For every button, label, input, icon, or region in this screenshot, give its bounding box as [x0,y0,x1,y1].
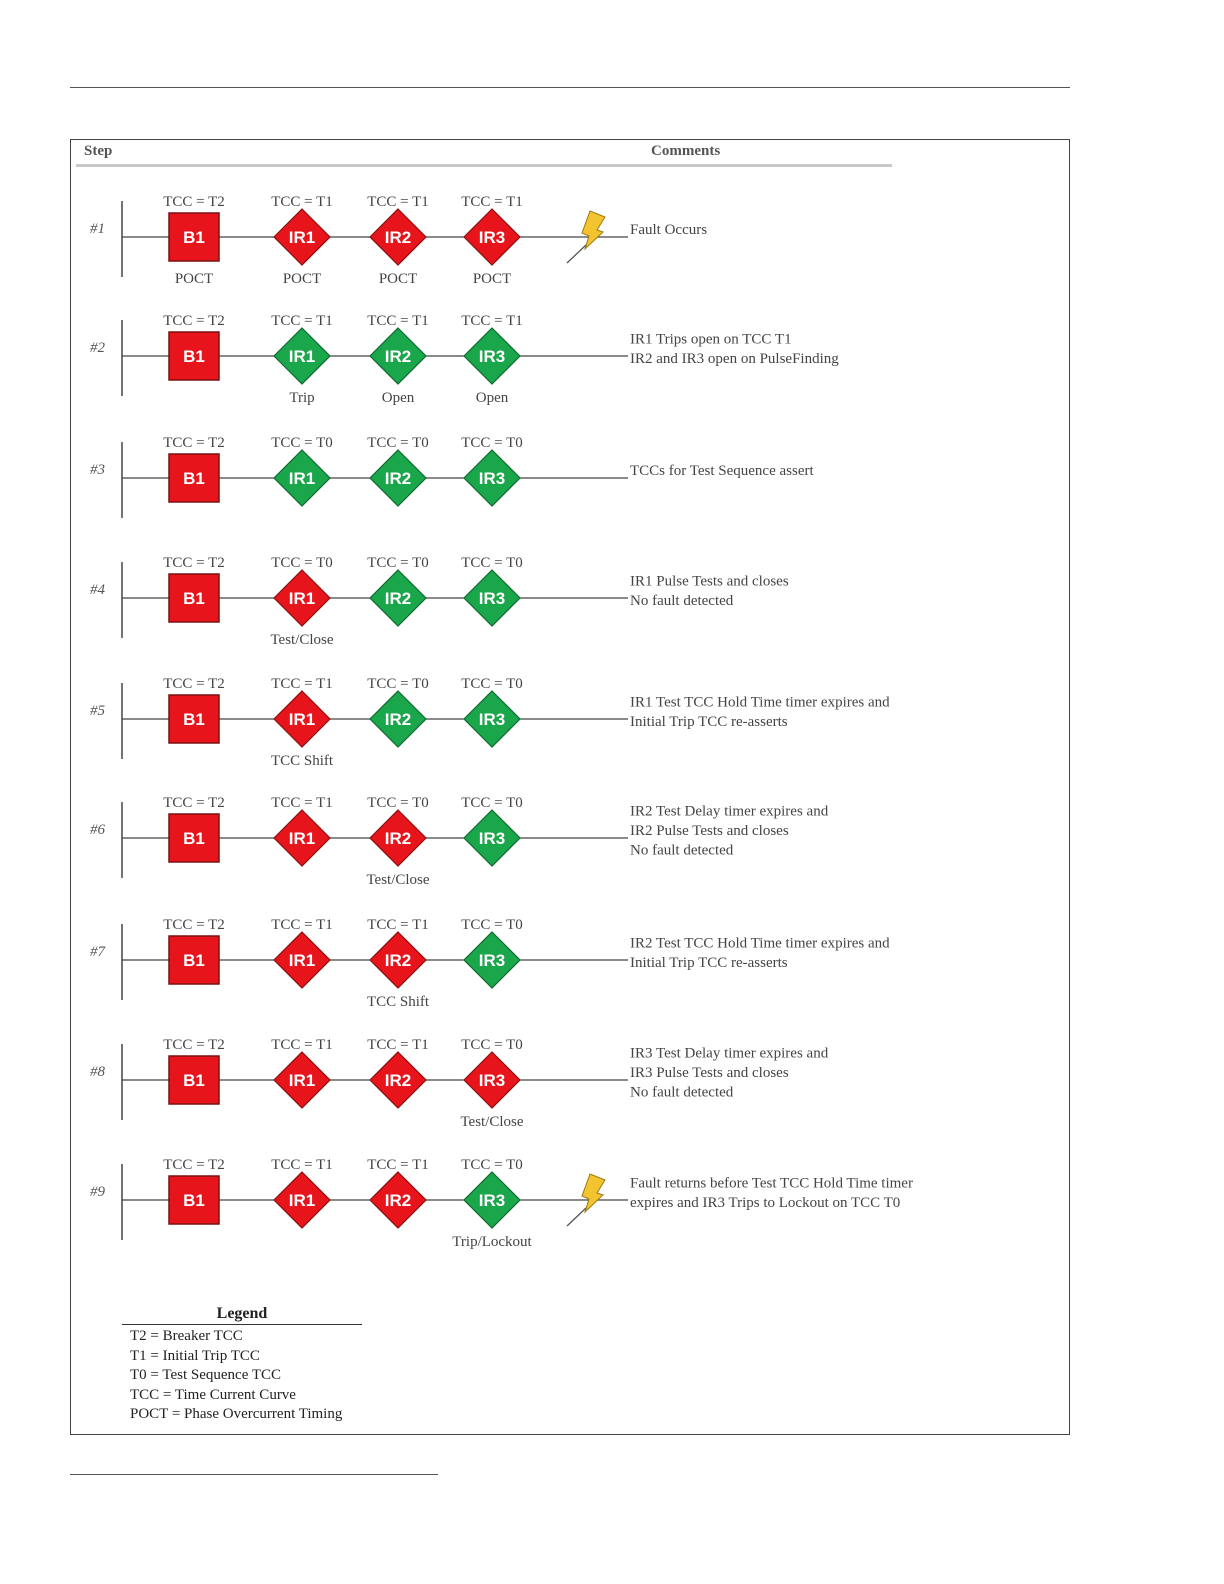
comment-text: expires and IR3 Trips to Lockout on TCC T0 [630,1194,901,1211]
legend-item: POCT = Phase Overcurrent Timing [130,1406,343,1422]
device-label: IR2 [384,1071,412,1090]
device-label: IR1 [288,589,316,608]
fault-lightning-icon [582,211,605,249]
tcc-label: TCC = T1 [367,917,429,933]
comment-text: IR3 Test Delay timer expires and [630,1045,829,1062]
device-label: IR3 [478,347,506,366]
step-number: #6 [90,822,105,838]
tcc-label: TCC = T0 [461,917,523,933]
device-label: IR2 [384,469,412,488]
comment-text: IR2 Test Delay timer expires and [630,803,829,820]
tcc-label: TCC = T1 [367,194,429,210]
device-label: IR1 [288,347,316,366]
device-label: B1 [183,347,205,366]
comment-text: IR2 Pulse Tests and closes [630,823,789,839]
tcc-label: TCC = T0 [367,435,429,451]
tcc-label: TCC = T2 [163,1157,225,1173]
device-label: IR3 [478,951,506,970]
step-header: Step [84,143,113,159]
step-number: #4 [90,582,105,598]
device-label: IR2 [384,951,412,970]
device-label: B1 [183,829,205,848]
legend [122,1305,362,1425]
comment-text: IR1 Test TCC Hold Time timer expires and [630,694,890,711]
legend-title: Legend [122,1305,362,1325]
device-label: IR3 [478,1071,506,1090]
tcc-label: TCC = T2 [163,1037,225,1053]
status-label: Trip [289,390,315,406]
comment-text: No fault detected [630,592,734,609]
device-label: B1 [183,710,205,729]
status-label: POCT [472,271,512,287]
tcc-label: TCC = T1 [271,1037,333,1053]
device-label: IR3 [478,589,506,608]
status-label: Open [475,390,509,406]
fault-lightning-tail [567,245,586,263]
device-label: IR1 [288,1071,316,1090]
device-label: IR1 [288,469,316,488]
status-label: Test/Close [366,872,430,888]
device-label: IR3 [478,1191,506,1210]
comment-text: Fault Occurs [630,222,708,238]
comments-header: Comments [651,143,721,159]
tcc-label: TCC = T1 [461,313,523,329]
status-label: TCC Shift [366,994,430,1010]
tcc-label: TCC = T2 [163,676,225,692]
status-label: POCT [378,271,418,287]
tcc-label: TCC = T1 [271,795,333,811]
tcc-label: TCC = T1 [271,194,333,210]
tcc-label: TCC = T0 [461,555,523,571]
device-label: IR3 [478,469,506,488]
device-label: IR2 [384,1191,412,1210]
device-label: B1 [183,951,205,970]
tcc-label: TCC = T2 [163,194,225,210]
device-label: IR3 [478,228,506,247]
status-label: Open [381,390,415,406]
step-number: #3 [90,462,105,478]
comment-text: No fault detected [630,1084,734,1101]
device-label: B1 [183,228,205,247]
status-label: TCC Shift [270,753,334,769]
tcc-label: TCC = T0 [461,1037,523,1053]
status-label: Trip/Lockout [452,1234,532,1250]
device-label: IR3 [478,710,506,729]
tcc-label: TCC = T0 [461,676,523,692]
comment-text: TCCs for Test Sequence assert [630,463,814,479]
legend-item: T1 = Initial Trip TCC [130,1347,260,1364]
comment-text: Initial Trip TCC re-asserts [630,954,788,971]
device-label: B1 [183,589,205,608]
tcc-label: TCC = T2 [163,555,225,571]
tcc-label: TCC = T1 [271,1157,333,1173]
step-number: #7 [90,944,105,960]
tcc-label: TCC = T1 [271,313,333,329]
device-label: IR1 [288,228,316,247]
tcc-label: TCC = T1 [367,313,429,329]
step-number: #1 [90,221,105,237]
legend-item: T0 = Test Sequence TCC [130,1367,282,1383]
device-label: IR2 [384,228,412,247]
comment-text: IR1 Pulse Tests and closes [630,573,789,590]
fault-lightning-tail [567,1208,586,1226]
tcc-label: TCC = T1 [461,194,523,210]
comment-text: IR3 Pulse Tests and closes [630,1065,789,1081]
comment-text: Fault returns before Test TCC Hold Time timer [630,1175,913,1192]
status-label: POCT [282,271,322,287]
tcc-label: TCC = T1 [367,1157,429,1173]
tcc-label: TCC = T2 [163,917,225,933]
comment-text: IR2 and IR3 open on PulseFinding [630,350,839,367]
device-label: IR1 [288,710,316,729]
tcc-label: TCC = T0 [271,555,333,571]
tcc-label: TCC = T2 [163,313,225,329]
tcc-label: TCC = T0 [367,676,429,692]
comment-text: Initial Trip TCC re-asserts [630,713,788,730]
device-label: IR2 [384,710,412,729]
tcc-label: TCC = T1 [367,1037,429,1053]
step-number: #8 [90,1064,105,1080]
device-label: B1 [183,1191,205,1210]
comment-text: IR2 Test TCC Hold Time timer expires and [630,935,890,952]
tcc-label: TCC = T1 [271,676,333,692]
tcc-label: TCC = T0 [367,795,429,811]
device-label: B1 [183,469,205,488]
device-label: IR2 [384,347,412,366]
device-label: IR2 [384,589,412,608]
device-label: B1 [183,1071,205,1090]
tcc-label: TCC = T2 [163,795,225,811]
status-label: Test/Close [270,632,334,648]
device-label: IR1 [288,829,316,848]
comment-text: IR1 Trips open on TCC T1 [630,331,792,348]
comment-text: No fault detected [630,842,734,859]
tcc-label: TCC = T0 [367,555,429,571]
status-label: Test/Close [460,1114,524,1130]
legend-item: TCC = Time Current Curve [130,1386,296,1403]
device-label: IR1 [288,1191,316,1210]
tcc-label: TCC = T0 [461,1157,523,1173]
tcc-label: TCC = T0 [271,435,333,451]
status-label: POCT [174,271,214,287]
step-number: #9 [90,1184,105,1200]
tcc-label: TCC = T2 [163,435,225,451]
step-number: #2 [90,340,105,356]
tcc-label: TCC = T0 [461,435,523,451]
device-label: IR1 [288,951,316,970]
tcc-label: TCC = T0 [461,795,523,811]
bottom-rule [70,1474,438,1475]
fault-lightning-icon [582,1174,605,1212]
legend-item: T2 = Breaker TCC [130,1328,243,1344]
device-label: IR3 [478,829,506,848]
step-number: #5 [90,703,105,719]
device-label: IR2 [384,829,412,848]
tcc-label: TCC = T1 [271,917,333,933]
